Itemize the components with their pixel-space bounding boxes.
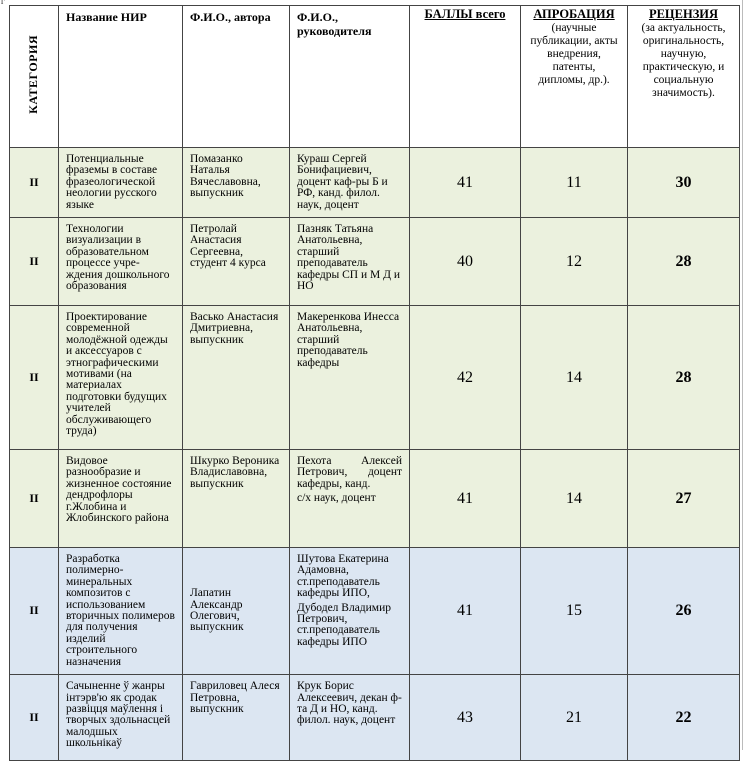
- cell-category: II: [10, 148, 59, 218]
- cell-score: 42: [410, 306, 521, 450]
- supervisor-text: Макеренкова Инесса Анатольевна, старший преподаватель кафедры: [297, 311, 400, 369]
- cell-score: 43: [410, 675, 521, 761]
- supervisor-text: Крук Борис Алексеевич, декан ф-та Д и НО, канд. филол. наук, доцент: [297, 680, 402, 727]
- supervisor-text: Пазняк Татьяна Анатольевна, старший преподаватель кафедры СП и М Д и НО: [297, 223, 400, 293]
- table-body: [10, 148, 740, 761]
- cell-review: 28: [628, 306, 740, 450]
- cell-category: II: [10, 218, 59, 306]
- cell-category: II: [10, 450, 59, 548]
- cell-review: 26: [628, 548, 740, 675]
- supervisor-text: Шутова Екатерина Адамовна, ст.преподаватель кафедры ИПО,: [297, 553, 389, 600]
- table-row: [10, 548, 740, 675]
- cell-score: 41: [410, 148, 521, 218]
- cell-title: Разработка полимерно-минеральных композитов с использованием вторичных полимеров для получения изделий строительного назначения: [59, 548, 183, 675]
- cell-score: 41: [410, 450, 521, 548]
- cell-title: Сачыненне ў жанры інтэрв'ю як сродак развіцця маўлення і творчых здольнасцей малодшых школьнікаў: [59, 675, 183, 761]
- header-supervisor: Ф.И.О., руководителя: [290, 6, 410, 148]
- header-row: [10, 6, 740, 148]
- cell-approbation: 14: [521, 450, 628, 548]
- cell-supervisor: [290, 218, 410, 306]
- cell-score: 40: [410, 218, 521, 306]
- cell-review: 22: [628, 675, 740, 761]
- cell-category: II: [10, 306, 59, 450]
- table-row: [10, 306, 740, 450]
- header-review: [628, 6, 740, 148]
- cell-title: Видовое разнообразие и жизненное состояние дендрофлоры г.Жлобина и Жлобинского района: [59, 450, 183, 548]
- cell-review: 27: [628, 450, 740, 548]
- header-review-note: (за актуальность, оригинальность, научную, практическую, и социальную значимость).: [641, 22, 726, 99]
- header-score-total-label: БАЛЛЫ всего: [424, 7, 506, 21]
- header-review-label: РЕЦЕНЗИЯ: [648, 7, 719, 21]
- cell-supervisor: [290, 675, 410, 761]
- cell-review: 28: [628, 218, 740, 306]
- cell-author: Васько Анастасия Дмитриевна, выпускник: [183, 306, 290, 450]
- cell-author: Гавриловец Алеся Петровна, выпускник: [183, 675, 290, 761]
- header-category-label: КАТЕГОРИЯ: [26, 35, 41, 115]
- cell-author: Шкурко Вероника Владиславовна, выпускник: [183, 450, 290, 548]
- table-row: [10, 675, 740, 761]
- supervisor-text: Пехота Алексей Петрович, доцент кафедры, канд.: [297, 455, 402, 490]
- header-title: Название НИР: [59, 6, 183, 148]
- header-category: [10, 6, 59, 148]
- table-row: [10, 218, 740, 306]
- cell-category: II: [10, 548, 59, 675]
- cell-title: Потенциальные фраземы в составе фразеологической неологии русского языке: [59, 148, 183, 218]
- header-approbation-note: (научные публикации, акты внедрения, патенты, дипломы, др.).: [530, 22, 618, 86]
- cell-title: Проектирование современной молодёжной одежды и аксессуаров с этнографическими мотивами (на материалах подготовки будущих учителей обслуживающего труда): [59, 306, 183, 450]
- header-score-total: [410, 6, 521, 148]
- header-author: [183, 6, 290, 148]
- cell-review: 30: [628, 148, 740, 218]
- page-edge-line: [742, 0, 743, 750]
- cell-author: Лапатин Александр Олегович, выпускник: [183, 548, 290, 675]
- cell-score: 41: [410, 548, 521, 675]
- supervisor-text: Кураш Сергей Бонифациевич, доцент каф-ры Б и РФ, канд. филол. наук, доцент: [297, 153, 388, 211]
- header-approbation-label: АПРОБАЦИЯ: [533, 7, 615, 21]
- header-approbation: [521, 6, 628, 148]
- results-table: [9, 5, 740, 761]
- cell-approbation: 21: [521, 675, 628, 761]
- cell-approbation: 12: [521, 218, 628, 306]
- cell-supervisor: [290, 548, 410, 675]
- cell-approbation: 15: [521, 548, 628, 675]
- corner-mark: г: [1, 0, 5, 6]
- cell-author: Петролай Анастасия Сергеевна, студент 4 курса: [183, 218, 290, 306]
- supervisor-text: с/х наук, доцент: [297, 492, 376, 505]
- cell-author: Помазанко Наталья Вячеславовна, выпускник: [183, 148, 290, 218]
- cell-supervisor: [290, 148, 410, 218]
- header-author-label: Ф.И.О., автора: [190, 10, 271, 24]
- table-row: [10, 450, 740, 548]
- cell-supervisor: [290, 450, 410, 548]
- cell-approbation: 11: [521, 148, 628, 218]
- table-row: [10, 148, 740, 218]
- cell-approbation: 14: [521, 306, 628, 450]
- cell-title: Технологии визуализации в образовательном процессе учре-ждения дошкольного образования: [59, 218, 183, 306]
- cell-supervisor: [290, 306, 410, 450]
- supervisor-text: Дубодел Владимир Петрович, ст.преподаватель кафедры ИПО: [297, 601, 391, 648]
- cell-category: II: [10, 675, 59, 761]
